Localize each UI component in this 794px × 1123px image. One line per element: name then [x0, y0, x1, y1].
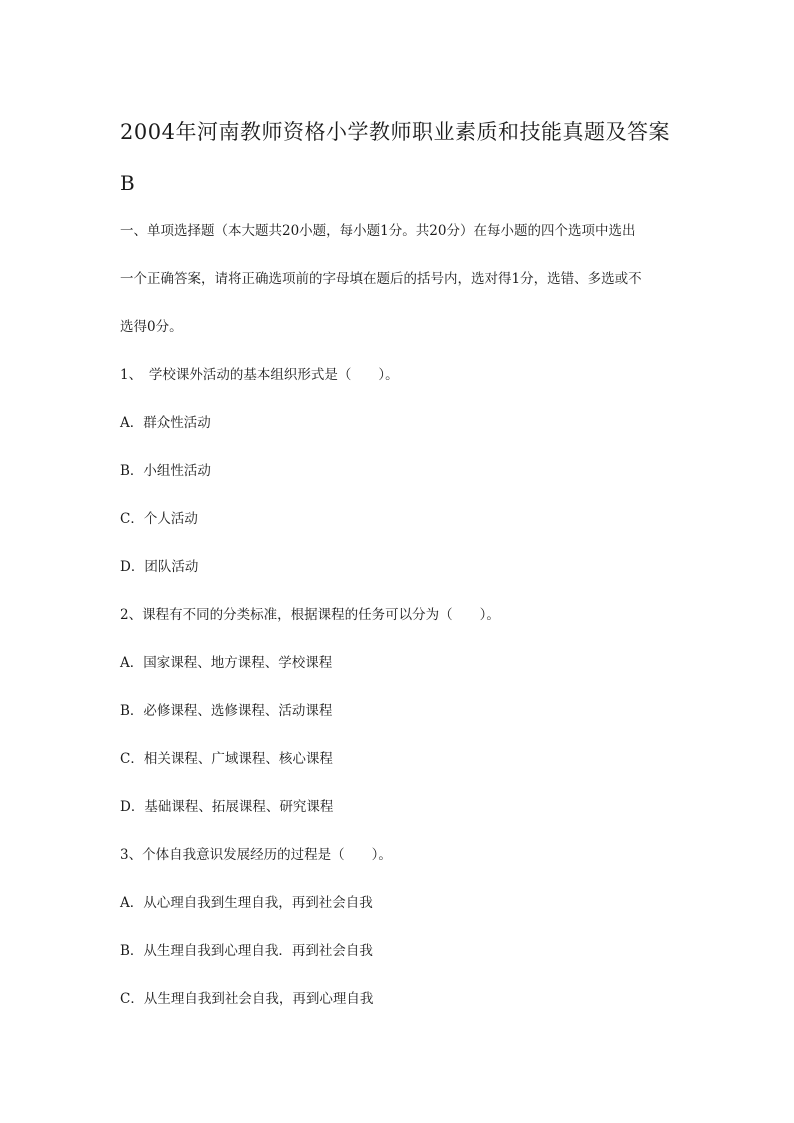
question-2-option-d: D．基础课程、拓展课程、研究课程: [120, 799, 334, 815]
question-3-option-a: A．从心理自我到生理自我，再到社会自我: [120, 895, 373, 911]
question-2-option-a: A．国家课程、地方课程、学校课程: [120, 655, 333, 671]
question-1: 1、 学校课外活动的基本组织形式是（ ）。: [120, 367, 399, 383]
document-title: 2004年河南教师资格小学教师职业素质和技能真题及答案: [120, 120, 670, 144]
question-1-option-d: D．团队活动: [120, 559, 199, 575]
question-1-option-b: B．小组性活动: [120, 463, 211, 479]
instruction-line-3: 选得0分。: [120, 319, 183, 335]
document-subtitle: B: [120, 171, 135, 195]
question-3: 3、个体自我意识发展经历的过程是（ ）。: [120, 847, 392, 863]
question-2-option-c: C．相关课程、广域课程、核心课程: [120, 751, 333, 767]
question-1-option-c: C．个人活动: [120, 511, 198, 527]
question-3-option-c: C．从生理自我到社会自我，再到心理自我: [120, 991, 374, 1007]
question-3-option-b: B．从生理自我到心理自我．再到社会自我: [120, 943, 373, 959]
question-2-option-b: B．必修课程、选修课程、活动课程: [120, 703, 333, 719]
question-1-option-a: A．群众性活动: [120, 415, 211, 431]
instruction-line-1: 一、单项选择题（本大题共20小题，每小题1分。共20分）在每小题的四个选项中选出: [120, 223, 636, 239]
instruction-line-2: 一个正确答案，请将正确选项前的字母填在题后的括号内，选对得1分，选错、多选或不: [120, 271, 642, 287]
question-2: 2、课程有不同的分类标准，根据课程的任务可以分为（ ）。: [120, 607, 500, 623]
